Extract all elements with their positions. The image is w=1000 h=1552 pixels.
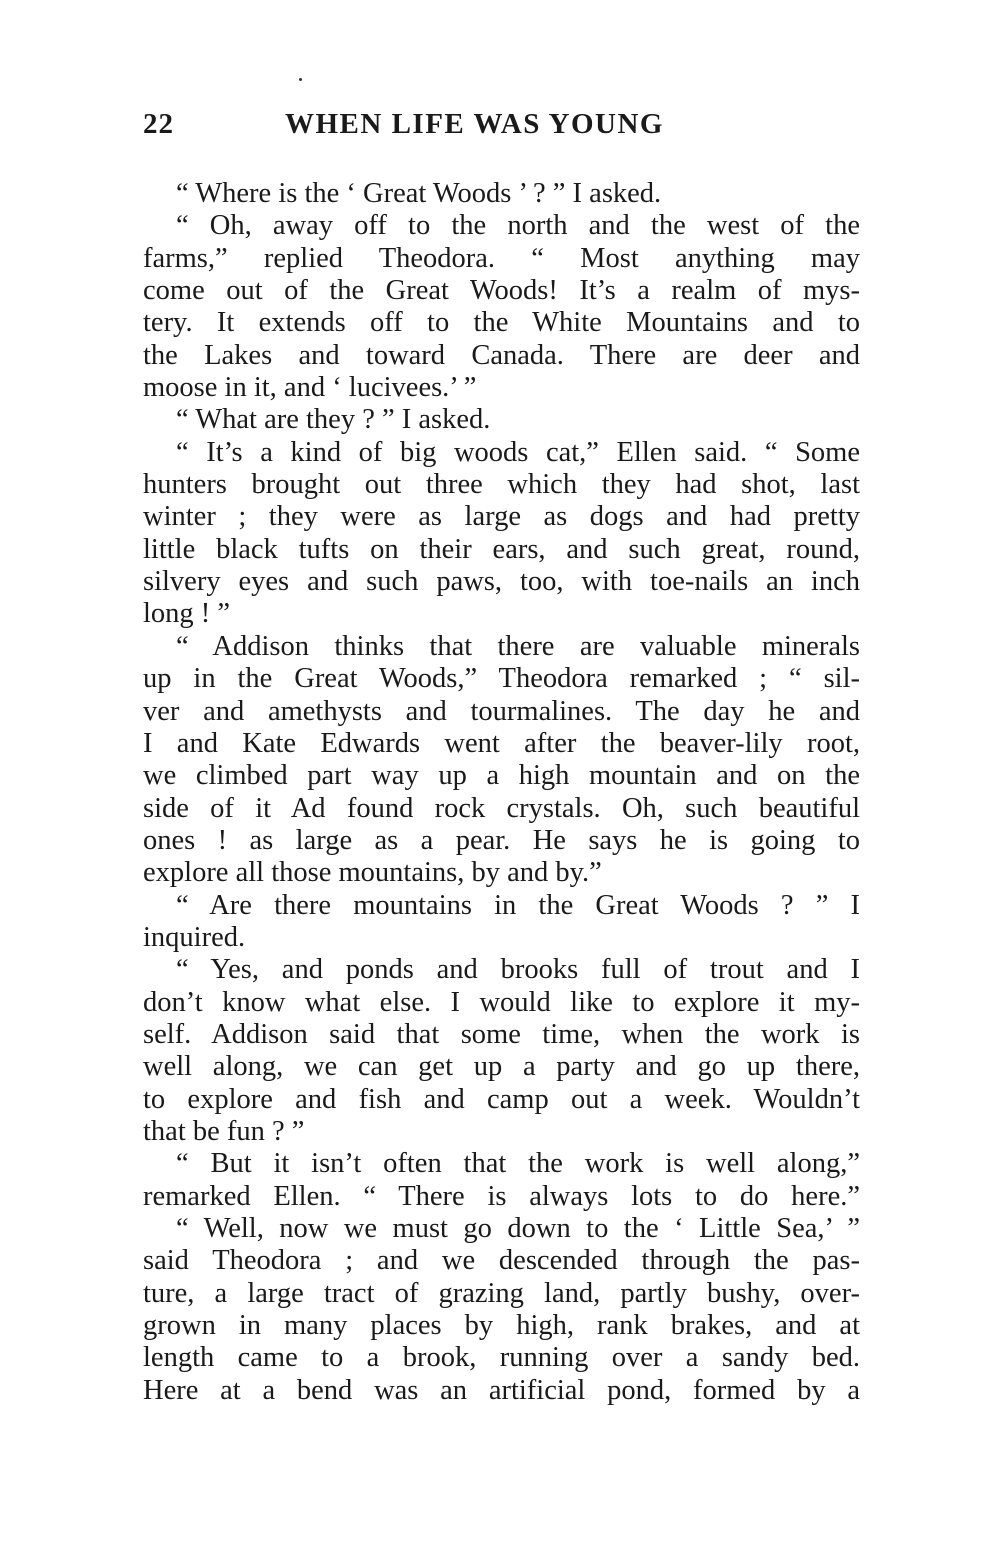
text-line: self. Addison said that some time, when the work is (143, 1018, 860, 1050)
text-line: “ But it isn’t often that the work is well along,” (176, 1148, 860, 1180)
text-line: “ Yes, and ponds and brooks full of trout and I (176, 954, 860, 986)
text-line: I and Kate Edwards went after the beaver-lily root, (143, 727, 860, 759)
text-line: long ! ” (143, 598, 231, 630)
page-number: 22 (143, 108, 174, 140)
text-line: to explore and fish and camp out a week. Wouldn’t (143, 1083, 860, 1115)
text-line: silvery eyes and such paws, too, with toe-nails an inch (143, 566, 860, 598)
text-line: “ What are they ? ” I asked. (176, 404, 491, 436)
text-line: the Lakes and toward Canada. There are deer and (143, 339, 860, 371)
text-line: farms,” replied Theodora. “ Most anything may (143, 242, 860, 274)
text-line: tery. It extends off to the White Mountains and to (143, 307, 860, 339)
text-line: “ Where is the ‘ Great Woods ’ ? ” I asked. (176, 178, 662, 209)
text-line: well along, we can get up a party and go up there, (143, 1051, 860, 1083)
text-line: come out of the Great Woods! It’s a realm of mys- (143, 275, 860, 307)
text-line: length came to a brook, running over a sandy bed. (143, 1342, 860, 1374)
text-line: up in the Great Woods,” Theodora remarked ; “ sil- (143, 663, 860, 695)
text-line: inquired. (143, 921, 246, 953)
text-line: grown in many places by high, rank brakes, and at (143, 1310, 860, 1342)
text-line: ture, a large tract of grazing land, partly bushy, over- (143, 1277, 860, 1309)
text-line: “ Oh, away off to the north and the west of the (176, 210, 860, 242)
text-line: ver and amethysts and tourmalines. The day he and (143, 695, 860, 727)
text-line: “ Addison thinks that there are valuable minerals (176, 630, 860, 662)
text-line: “ Well, now we must go down to the ‘ Little Sea,’ ” (176, 1213, 860, 1244)
text-line: said Theodora ; and we descended through the pas- (143, 1245, 860, 1277)
text-line: side of it Ad found rock crystals. Oh, such beautiful (143, 792, 860, 824)
text-line: “ Are there mountains in the Great Woods ? ” I (176, 889, 860, 921)
text-line: little black tufts on their ears, and such great, round, (143, 533, 860, 565)
text-line: moose in it, and ‘ lucivees.’ ” (143, 372, 477, 404)
text-line: Here at a bend was an artificial pond, formed by a (143, 1374, 860, 1406)
print-speck (299, 78, 302, 81)
text-line: ones ! as large as a pear. He says he is going to (143, 824, 860, 856)
text-line: don’t know what else. I would like to explore it my- (143, 986, 860, 1018)
text-line: “ It’s a kind of big woods cat,” Ellen said. “ Some (176, 436, 860, 468)
running-head: WHEN LIFE WAS YOUNG (285, 108, 664, 140)
text-line: that be fun ? ” (143, 1115, 305, 1147)
text-line: we climbed part way up a high mountain and on the (143, 760, 860, 792)
page-header (143, 108, 863, 148)
body-text (143, 178, 860, 1407)
text-line: hunters brought out three which they had shot, last (143, 469, 860, 501)
text-line: winter ; they were as large as dogs and had pretty (143, 501, 860, 533)
text-line: explore all those mountains, by and by.” (143, 857, 602, 889)
text-line: remarked Ellen. “ There is always lots to do here.” (143, 1180, 860, 1212)
